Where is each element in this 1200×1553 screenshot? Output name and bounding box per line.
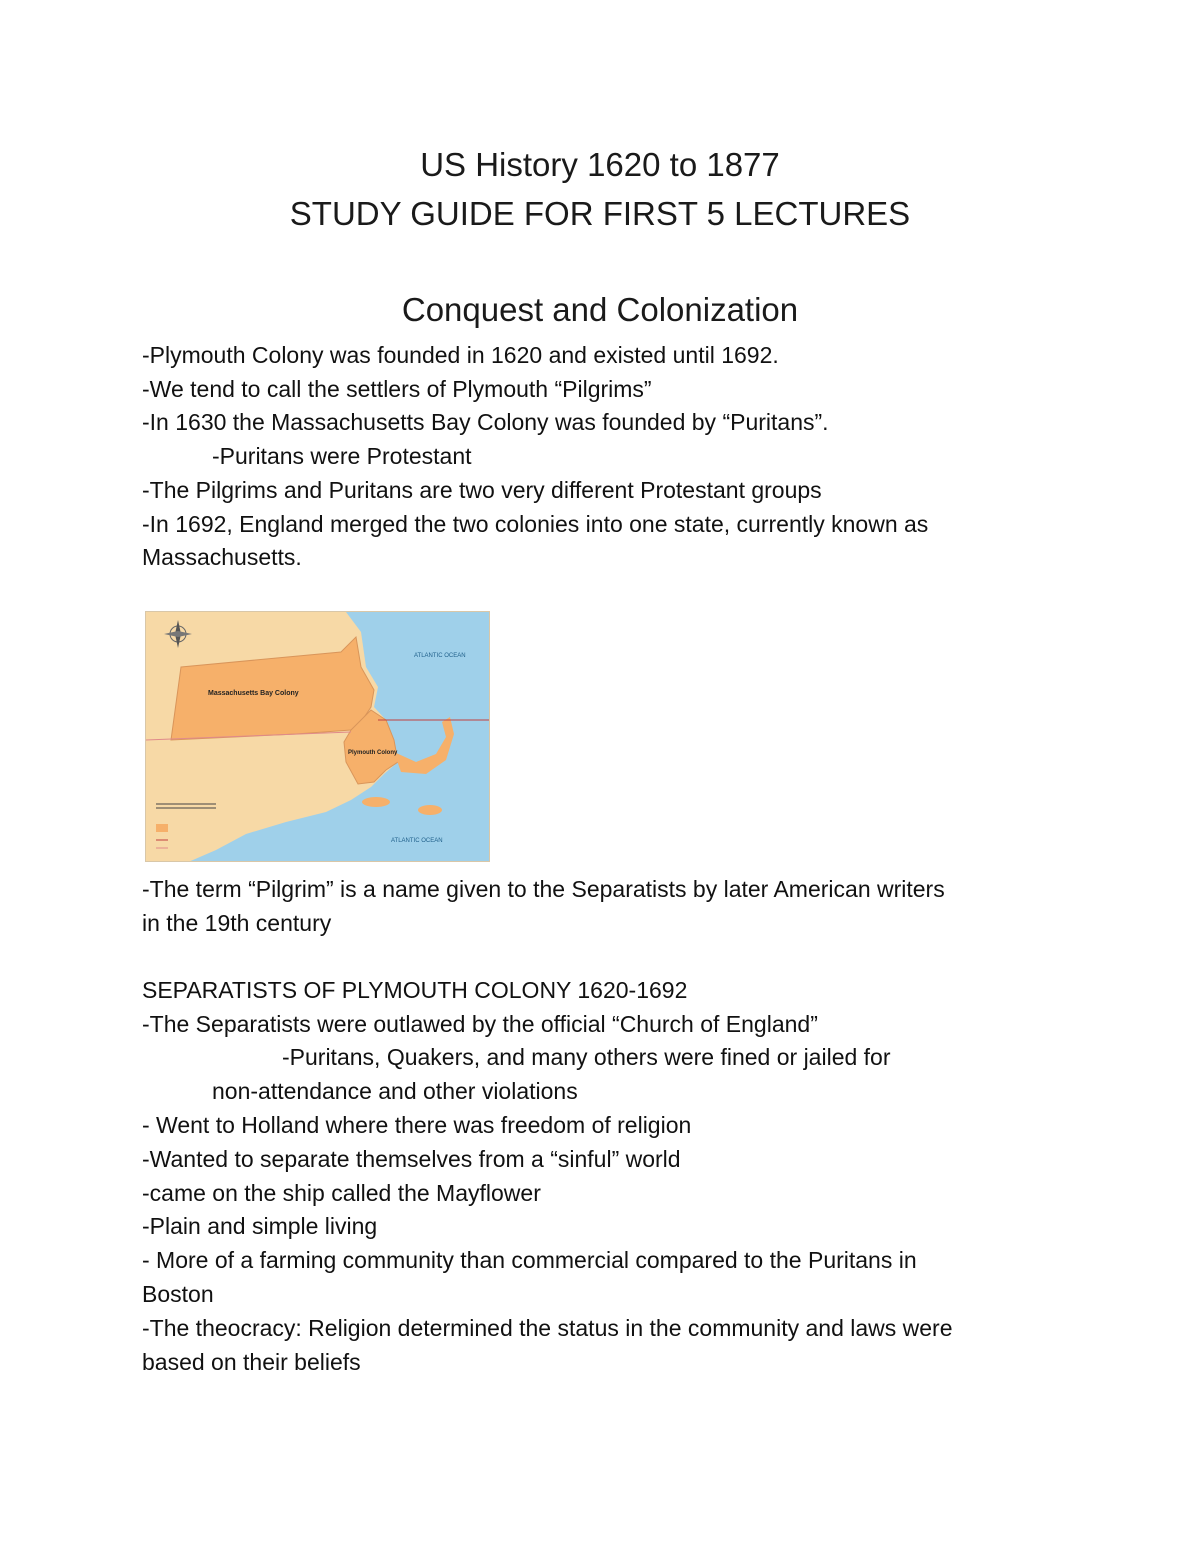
text-line: -Puritans were Protestant (212, 443, 472, 469)
text-line: in the 19th century (142, 910, 332, 936)
text-line: -In 1692, England merged the two colonies into one state, currently known as (142, 511, 929, 537)
text-line: -The theocracy: Religion determined the status in the community and laws were (142, 1315, 953, 1341)
text-line: -Wanted to separate themselves from a “sinful” world (142, 1146, 681, 1172)
text-line: Boston (142, 1281, 214, 1307)
text-line: - More of a farming community than commercial compared to the Puritans in (142, 1247, 917, 1273)
map-label-ocean-bottom: ATLANTIC OCEAN (391, 838, 443, 844)
text-line: -Plymouth Colony was founded in 1620 and existed until 1692. (142, 342, 779, 368)
map-label-ocean-top: ATLANTIC OCEAN (414, 653, 466, 659)
document-subtitle: STUDY GUIDE FOR FIRST 5 LECTURES (289, 195, 911, 232)
section-heading-separatists: SEPARATISTS OF PLYMOUTH COLONY 1620-1692 (142, 977, 688, 1003)
text-line: -We tend to call the settlers of Plymouth “Pilgrims” (142, 376, 652, 402)
colonies-map-image (145, 611, 490, 862)
text-line: -The Pilgrims and Puritans are two very different Protestant groups (142, 477, 822, 503)
section-heading-conquest: Conquest and Colonization (401, 291, 799, 328)
text-line: -Puritans, Quakers, and many others were fined or jailed for (282, 1044, 891, 1070)
text-line: - Went to Holland where there was freedom of religion (142, 1112, 692, 1138)
map-label-bay-colony: Massachusetts Bay Colony (208, 690, 299, 697)
text-line: non-attendance and other violations (212, 1078, 578, 1104)
text-line: -came on the ship called the Mayflower (142, 1180, 541, 1206)
map-label-plymouth: Plymouth Colony (348, 750, 398, 756)
text-line: -Plain and simple living (142, 1213, 378, 1239)
document-title: US History 1620 to 1877 (420, 146, 780, 183)
text-line: based on their beliefs (142, 1349, 361, 1375)
text-line: -The term “Pilgrim” is a name given to the Separatists by later American writers (142, 876, 945, 902)
text-line: Massachusetts. (142, 544, 302, 570)
text-line: -In 1630 the Massachusetts Bay Colony was founded by “Puritans”. (142, 409, 829, 435)
text-line: -The Separatists were outlawed by the official “Church of England” (142, 1011, 818, 1037)
